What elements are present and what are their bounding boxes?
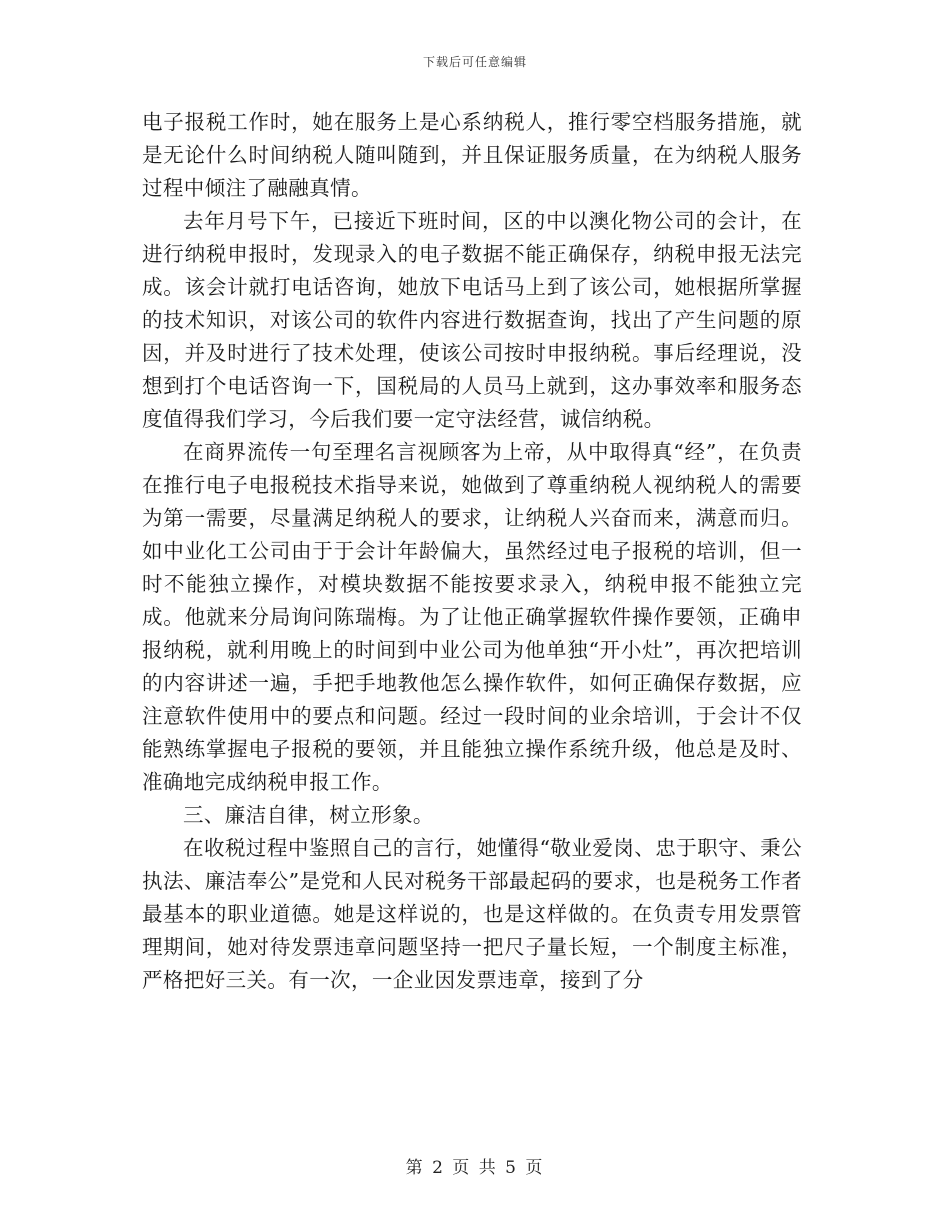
paragraph-4: 在收税过程中鉴照自己的言行，她懂得“敬业爱岗、忠于职守、秉公执法、廉洁奉公”是党和人民对税务干部最起码的要求，也是税务工作者最基本的职业道德。她是这样说的，也是这样做的。在负责专用发票管理期间，她对待发票违章问题坚持一把尺子量长短，一个制度主标准，严格把好三关。有一次，一企业因发票违章，接到了分 bbox=[142, 836, 802, 992]
page-header: 下载后可任意编辑 bbox=[422, 55, 527, 69]
paragraph-3: 在商界流传一句至理名言视顾客为上帝，从中取得真“经”，在负责在推行电子电报税技术指导来说，她做到了尊重纳税人视纳税人的需要为第一需要，尽量满足纳税人的要求，让纳税人兴奋而来，满意而归。如中业化工公司由于于会计年龄偏大，虽然经过电子报税的培训，但一时不能独立操作，对模块数据不能按要求录入，纳税申报不能独立完成。他就来分局询问陈瑞梅。为了让他正确掌握软件操作要领，正确申报纳税，就利用晚上的时间到中业公司为他单独“开小灶”，再次把培训的内容讲述一遍，手把手地教他怎么操作软件，如何正确保存数据，应注意软件使用中的要点和问题。经过一段时间的业余培训，于会计不仅能熟练掌握电子报税的要领，并且能独立操作系统升级，他总是及时、准确地完成纳税申报工作。 bbox=[142, 440, 802, 794]
section-heading: 三、廉洁自律，树立形象。 bbox=[183, 803, 434, 827]
page-number: 第 2 页 共 5 页 bbox=[405, 1158, 545, 1178]
document-body bbox=[142, 106, 802, 997]
paragraph-2: 去年月号下午，已接近下班时间，区的中以澳化物公司的会计，在进行纳税申报时，发现录入的电子数据不能正确保存，纳税申报无法完成。该会计就打电话咨询，她放下电话马上到了该公司，她根据所掌握的技术知识，对该公司的软件内容进行数据查询，找出了产生问题的原因，并及时进行了技术处理，使该公司按时申报纳税。事后经理说，没想到打个电话咨询一下，国税局的人员马上就到，这办事效率和服务态度值得我们学习，今后我们要一定守法经营，诚信纳税。 bbox=[142, 209, 802, 431]
paragraph-1: 电子报税工作时，她在服务上是心系纳税人，推行零空档服务措施，就是无论什么时间纳税人随叫随到，并且保证服务质量，在为纳税人服务过程中倾注了融融真情。 bbox=[142, 110, 802, 200]
